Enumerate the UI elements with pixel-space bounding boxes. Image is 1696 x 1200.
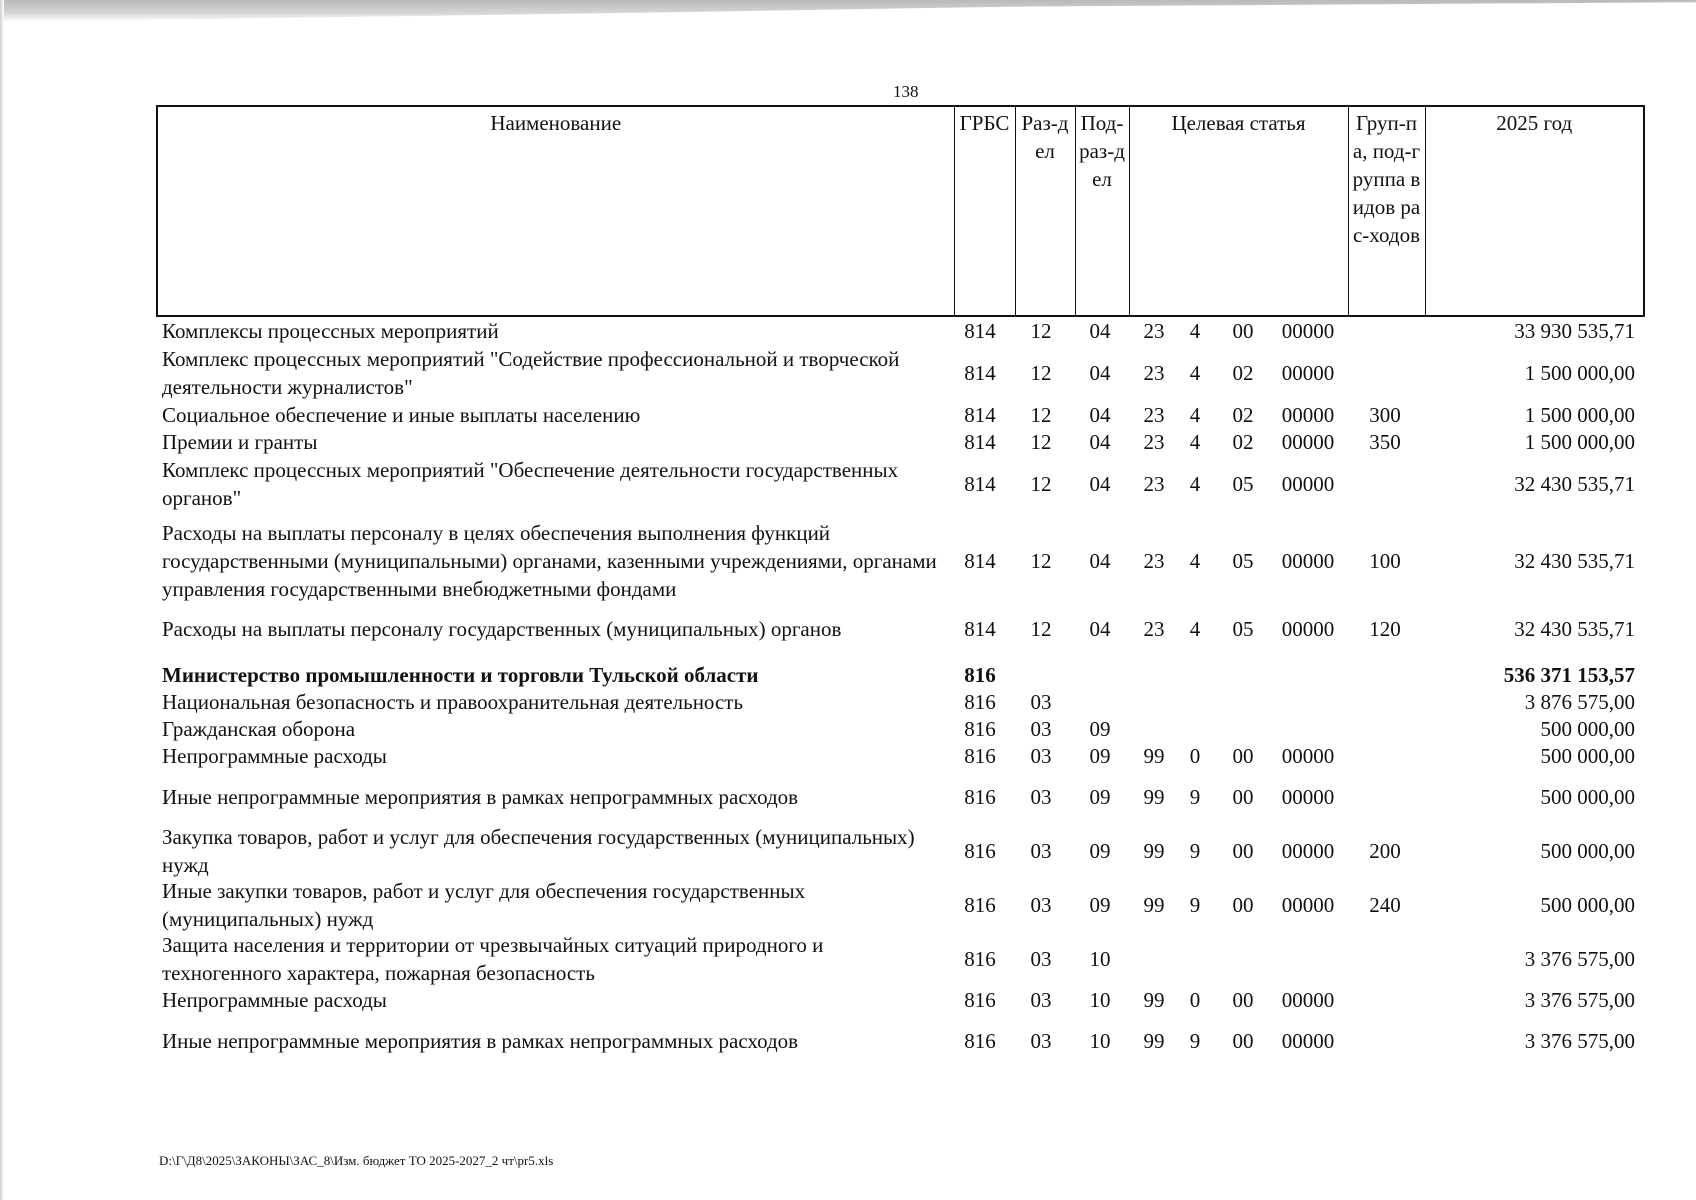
row-grbs: 816 [964,690,996,714]
row-vr [1352,986,1418,1014]
row-p4: 00000 [1281,893,1335,917]
row-sum: 32 430 535,71 [1514,549,1635,573]
row-sum: 536 371 153,57 [1503,663,1635,687]
row-sum: 3 376 575,00 [1524,1029,1635,1053]
row-name-text: Комплекс процессных мероприятий "Содействие профессиональной и творческой деятельности журналистов" [162,347,900,399]
row-p1: 99 [1143,839,1165,863]
row-razdel: 12 [1030,472,1052,496]
row-vr: 200 [1369,839,1401,863]
row-sum: 500 000,00 [1540,717,1635,741]
row-p1: 23 [1143,319,1165,343]
row-p1: 23 [1143,403,1165,427]
row-p2: 9 [1189,893,1201,917]
row-name-text: Иные непрограммные мероприятия в рамках непрограммных расходов [162,785,799,809]
row-razdel: 12 [1030,549,1052,573]
table-row [156,428,1643,456]
row-name [162,688,942,716]
row-p1 [1132,688,1176,716]
row-p3: 05 [1232,549,1254,573]
table-row [156,715,1643,743]
row-razdel: 12 [1030,319,1052,343]
row-grbs: 814 [964,472,996,496]
row-p3: 00 [1232,839,1254,863]
row-grbs: 816 [964,663,996,687]
row-razdel [1014,661,1068,689]
row-name [162,877,942,933]
row-p2 [1180,931,1210,987]
row-vr [1352,1027,1418,1055]
page-number: 138 [893,82,919,101]
row-name-text: Непрограммные расходы [162,744,387,768]
row-grbs: 814 [964,430,996,454]
row-vr [1352,456,1418,512]
table-row [156,877,1643,933]
row-grbs: 814 [964,319,996,343]
row-name [162,931,942,987]
row-p3: 05 [1232,472,1254,496]
row-vr [1352,742,1418,770]
row-p3: 02 [1232,430,1254,454]
table-row [156,783,1643,811]
row-p1: 99 [1143,1029,1165,1053]
table-row [156,345,1643,401]
row-name [162,401,942,429]
row-vr: 120 [1369,617,1401,641]
row-p4: 00000 [1281,472,1335,496]
row-p1: 23 [1143,617,1165,641]
scan-left-edge [0,0,4,1200]
row-p3: 05 [1232,617,1254,641]
row-grbs: 816 [964,785,996,809]
header-name: Наименование [157,106,954,316]
row-name [162,742,942,770]
row-podr: 10 [1089,1029,1111,1053]
row-p2: 0 [1189,988,1201,1012]
row-grbs: 816 [964,947,996,971]
row-p2: 4 [1189,403,1201,427]
row-p3: 00 [1232,893,1254,917]
row-p2: 0 [1189,744,1201,768]
row-name [162,661,942,689]
row-sum: 1 500 000,00 [1524,403,1635,427]
row-razdel: 03 [1030,717,1052,741]
row-p4: 00000 [1281,549,1335,573]
row-name-text: Министерство промышленности и торговли Тульской области [162,663,759,687]
row-razdel: 12 [1030,617,1052,641]
row-p3: 00 [1232,1029,1254,1053]
header-grbs: ГРБС [954,106,1015,316]
row-razdel: 03 [1030,785,1052,809]
row-sum: 500 000,00 [1540,839,1635,863]
row-razdel: 12 [1030,361,1052,385]
row-grbs: 814 [964,617,996,641]
row-name-text: Расходы на выплаты персоналу в целях обеспечения выполнения функций государственными (муниципальными) органами, казенными учреждениями, органами управления государственными внебюджетными фондами [162,521,937,601]
row-name [162,715,942,743]
row-razdel: 03 [1030,893,1052,917]
header-podrazdel: Под-раз-дел [1075,106,1129,316]
row-p2: 4 [1189,430,1201,454]
row-name [162,986,942,1014]
row-grbs: 816 [964,744,996,768]
row-razdel: 03 [1030,947,1052,971]
table-row [156,317,1643,345]
row-vr: 300 [1369,403,1401,427]
row-sum: 3 376 575,00 [1524,947,1635,971]
row-razdel: 12 [1030,403,1052,427]
row-razdel: 03 [1030,744,1052,768]
row-grbs: 816 [964,717,996,741]
row-p4 [1270,661,1346,689]
row-podr: 09 [1089,893,1111,917]
row-sum: 32 430 535,71 [1514,617,1635,641]
table-row [156,401,1643,429]
row-name-text: Иные непрограммные мероприятия в рамках непрограммных расходов [162,1029,799,1053]
row-sum: 1 500 000,00 [1524,430,1635,454]
table-row [156,986,1643,1014]
row-podr: 04 [1089,319,1111,343]
row-name-text: Премии и гранты [162,430,318,454]
row-p3: 00 [1232,744,1254,768]
row-p3 [1220,715,1266,743]
row-p4: 00000 [1281,988,1335,1012]
file-path-footer: D:\Г\Д8\2025\ЗАКОНЫ\ЗАС_8\Изм. бюджет ТО 2025-2027_2 чт\pr5.xls [159,1153,554,1168]
row-p3: 02 [1232,403,1254,427]
row-p4 [1270,715,1346,743]
row-p4 [1270,931,1346,987]
header-year-2025: 2025 год [1425,106,1644,316]
row-p1: 99 [1143,744,1165,768]
scan-edge-shadow [0,0,1696,22]
row-podr: 10 [1089,947,1111,971]
row-name [162,783,942,811]
table-row [156,742,1643,770]
row-p3 [1220,931,1266,987]
row-podr: 04 [1089,430,1111,454]
row-p4: 00000 [1281,785,1335,809]
row-razdel: 03 [1030,1029,1052,1053]
row-sum: 3 876 575,00 [1524,690,1635,714]
row-name [162,456,942,512]
row-name [162,345,942,401]
row-p2: 4 [1189,617,1201,641]
row-grbs: 814 [964,361,996,385]
row-p1 [1132,931,1176,987]
row-p4: 00000 [1281,839,1335,863]
table-row [156,931,1643,987]
row-grbs: 814 [964,403,996,427]
row-p1: 23 [1143,430,1165,454]
row-sum: 500 000,00 [1540,785,1635,809]
row-name [162,823,942,879]
row-razdel: 03 [1030,839,1052,863]
row-razdel: 12 [1030,430,1052,454]
row-name [162,428,942,456]
row-podr: 09 [1089,839,1111,863]
row-podr: 04 [1089,403,1111,427]
row-name [162,1027,942,1055]
row-grbs: 814 [964,549,996,573]
row-vr [1352,688,1418,716]
row-p2: 9 [1189,785,1201,809]
row-p1: 99 [1143,893,1165,917]
row-vr: 240 [1369,893,1401,917]
table-row [156,688,1643,716]
row-p3 [1220,688,1266,716]
row-grbs: 816 [964,893,996,917]
row-p2: 4 [1189,472,1201,496]
row-p2: 9 [1189,1029,1201,1053]
row-podr: 04 [1089,549,1111,573]
table-row [156,661,1643,689]
header-target-article: Целевая статья [1129,106,1348,316]
row-p2: 4 [1189,361,1201,385]
row-p1 [1132,715,1176,743]
row-vr [1352,931,1418,987]
row-grbs: 816 [964,1029,996,1053]
row-vr [1352,345,1418,401]
row-p4: 00000 [1281,744,1335,768]
row-p4: 00000 [1281,1029,1335,1053]
row-p4 [1270,688,1346,716]
header-expense-group: Груп-па, под-группа видов рас-ходов [1348,106,1425,316]
row-podr: 04 [1089,361,1111,385]
table-row [156,513,1643,609]
row-p1: 99 [1143,785,1165,809]
row-sum: 1 500 000,00 [1524,361,1635,385]
row-vr [1352,661,1418,689]
row-vr: 100 [1369,549,1401,573]
row-podr: 10 [1089,988,1111,1012]
row-p2 [1180,661,1210,689]
row-p4: 00000 [1281,361,1335,385]
row-p1: 99 [1143,988,1165,1012]
row-name-text: Комплекс процессных мероприятий "Обеспечение деятельности государственных органов" [162,458,899,510]
header-razdel: Раз-дел [1015,106,1075,316]
row-p3: 00 [1232,319,1254,343]
row-name-text: Непрограммные расходы [162,988,387,1012]
row-name-text: Закупка товаров, работ и услуг для обеспечения государственных (муниципальных) нужд [162,825,915,877]
row-p2: 4 [1189,549,1201,573]
row-name [162,513,942,609]
row-p3: 02 [1232,361,1254,385]
row-podr: 04 [1089,617,1111,641]
row-name [162,615,942,643]
row-p4: 00000 [1281,319,1335,343]
row-name-text: Комплексы процессных мероприятий [162,319,499,343]
row-sum: 500 000,00 [1540,893,1635,917]
row-p3: 00 [1232,785,1254,809]
table-header [156,105,1645,317]
row-p1: 23 [1143,549,1165,573]
row-sum: 3 376 575,00 [1524,988,1635,1012]
row-sum: 32 430 535,71 [1514,472,1635,496]
row-podr: 04 [1089,472,1111,496]
row-name-text: Национальная безопасность и правоохранительная деятельность [162,690,744,714]
row-name-text: Иные закупки товаров, работ и услуг для обеспечения государственных (муниципальных) нужд [162,879,806,931]
row-vr: 350 [1369,430,1401,454]
row-name-text: Расходы на выплаты персоналу государственных (муниципальных) органов [162,617,842,641]
row-vr [1352,715,1418,743]
row-p4: 00000 [1281,430,1335,454]
row-name [162,317,942,345]
table-row [156,615,1643,643]
row-p4: 00000 [1281,617,1335,641]
row-p2: 4 [1189,319,1201,343]
table-row [156,456,1643,512]
row-vr [1352,783,1418,811]
row-p1: 23 [1143,472,1165,496]
row-sum: 500 000,00 [1540,744,1635,768]
row-p2 [1180,715,1210,743]
row-podr [1074,688,1126,716]
row-p3 [1220,661,1266,689]
row-p2: 9 [1189,839,1201,863]
row-grbs: 816 [964,839,996,863]
row-razdel: 03 [1030,690,1052,714]
row-podr [1074,661,1126,689]
row-vr [1352,317,1418,345]
row-name-text: Защита населения и территории от чрезвычайных ситуаций природного и техногенного характера, пожарная безопасность [162,933,824,985]
row-p4: 00000 [1281,403,1335,427]
row-podr: 09 [1089,744,1111,768]
row-podr: 09 [1089,785,1111,809]
row-p1 [1132,661,1176,689]
row-p3: 00 [1232,988,1254,1012]
table-row [156,823,1643,879]
row-grbs: 816 [964,988,996,1012]
row-sum: 33 930 535,71 [1514,319,1635,343]
table-row [156,1027,1643,1055]
row-podr: 09 [1089,717,1111,741]
row-razdel: 03 [1030,988,1052,1012]
row-name-text: Социальное обеспечение и иные выплаты населению [162,403,641,427]
row-name-text: Гражданская оборона [162,717,356,741]
row-p1: 23 [1143,361,1165,385]
row-p2 [1180,688,1210,716]
